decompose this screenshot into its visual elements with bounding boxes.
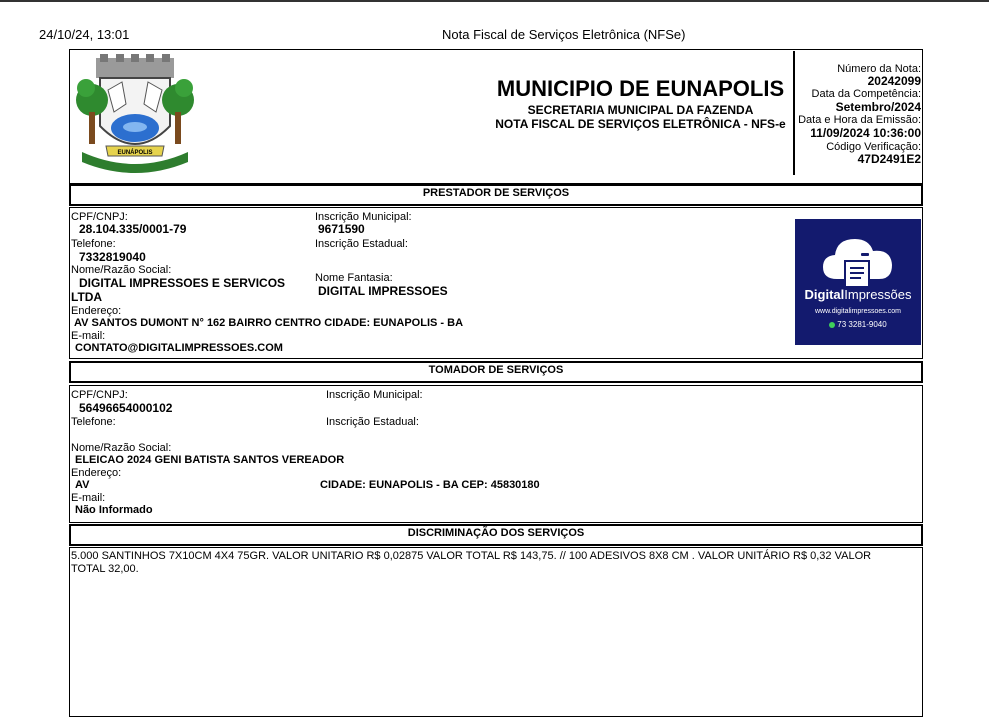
prestador-fantasia: DIGITAL IMPRESSOES (318, 284, 448, 298)
tomador-email-label: E-mail: (71, 492, 106, 504)
doc-type-title: NOTA FISCAL DE SERVIÇOS ELETRÔNICA - NFS-e (495, 117, 786, 131)
logo-brand-light: Impressões (844, 287, 912, 302)
discriminacao-section-title: DISCRIMINAÇÃO DOS SERVIÇOS (407, 527, 585, 539)
secretariat-title: SECRETARIA MUNICIPAL DA FAZENDA (527, 103, 754, 117)
tomador-section-title: TOMADOR DE SERVIÇOS (428, 364, 564, 376)
tomador-tel-label: Telefone: (71, 416, 116, 428)
tomador-cidade: CIDADE: EUNAPOLIS - BA CEP: 45830180 (320, 479, 540, 491)
tomador-nome-label: Nome/Razão Social: (71, 442, 172, 454)
codigo-label: Código Verificação: (826, 141, 921, 153)
crest-text: EUNÁPOLIS (117, 150, 153, 156)
tomador-endereco-label: Endereço: (71, 467, 122, 479)
tomador-endereco-partial: AV (75, 479, 90, 491)
numero-label: Número da Nota: (837, 63, 921, 75)
print-doc-title: Nota Fiscal de Serviços Eletrônica (NFSe) (442, 27, 686, 42)
codigo-value: 47D2491E2 (857, 152, 921, 166)
tomador-cnpj-label: CPF/CNPJ: (71, 389, 128, 401)
prestador-nome-line1: DIGITAL IMPRESSOES E SERVICOS (79, 276, 286, 290)
tomador-ie-label: Inscrição Estadual: (326, 416, 419, 428)
prestador-tel: 7332819040 (79, 250, 146, 264)
discriminacao-box (69, 547, 923, 717)
company-logo (795, 219, 921, 345)
competencia-label: Data da Competência: (811, 88, 921, 100)
logo-phone: 73 3281-9040 (837, 320, 887, 329)
prestador-cnpj-label: CPF/CNPJ: (71, 211, 128, 223)
prestador-tel-label: Telefone: (71, 238, 116, 250)
prestador-nome-label: Nome/Razão Social: (71, 264, 172, 276)
tomador-cnpj: 56496654000102 (79, 401, 173, 415)
top-border-line (0, 0, 989, 2)
prestador-nome-line2: LTDA (71, 290, 103, 304)
prestador-email: CONTATO@DIGITALIMPRESSOES.COM (75, 342, 283, 354)
logo-brand (795, 287, 921, 302)
prestador-endereco-label: Endereço: (71, 305, 122, 317)
numero-value: 20242099 (867, 74, 921, 88)
prestador-section-title: PRESTADOR DE SERVIÇOS (422, 187, 570, 199)
logo-phone-row (795, 320, 921, 329)
print-datetime: 24/10/24, 13:01 (39, 27, 130, 42)
discriminacao-line2: TOTAL 32,00. (71, 563, 139, 575)
logo-brand-bold: Digital (804, 287, 845, 302)
whatsapp-icon (829, 322, 835, 328)
logo-site: www.digitalimpressoes.com (815, 308, 901, 315)
prestador-fantasia-label: Nome Fantasia: (315, 272, 393, 284)
cloud-document-icon (795, 223, 921, 293)
prestador-email-label: E-mail: (71, 330, 106, 342)
prestador-endereco: AV SANTOS DUMONT N° 162 BAIRRO CENTRO CIDADE: EUNAPOLIS - BA (74, 317, 464, 329)
municipality-title: MUNICIPIO DE EUNAPOLIS (496, 76, 785, 101)
discriminacao-line1: 5.000 SANTINHOS 7X10CM 4X4 75GR. VALOR UNITARIO R$ 0,02875 VALOR TOTAL R$ 143,75. // 100 ADESIVOS 8X8 CM . VALOR UNITÁRIO R$ 0,32 VALOR (71, 550, 872, 562)
prestador-cnpj: 28.104.335/0001-79 (79, 222, 187, 236)
tomador-email: Não Informado (75, 504, 153, 516)
tomador-nome: ELEICAO 2024 GENI BATISTA SANTOS VEREADOR (75, 454, 345, 466)
prestador-ie-label: Inscrição Estadual: (315, 238, 408, 250)
emissao-label: Data e Hora da Emissão: (798, 114, 921, 126)
competencia-value: Setembro/2024 (835, 100, 921, 114)
prestador-im-label: Inscrição Municipal: (315, 211, 412, 223)
tomador-im-label: Inscrição Municipal: (326, 389, 423, 401)
emissao-value: 11/09/2024 10:36:00 (810, 126, 921, 140)
prestador-im: 9671590 (318, 222, 365, 236)
